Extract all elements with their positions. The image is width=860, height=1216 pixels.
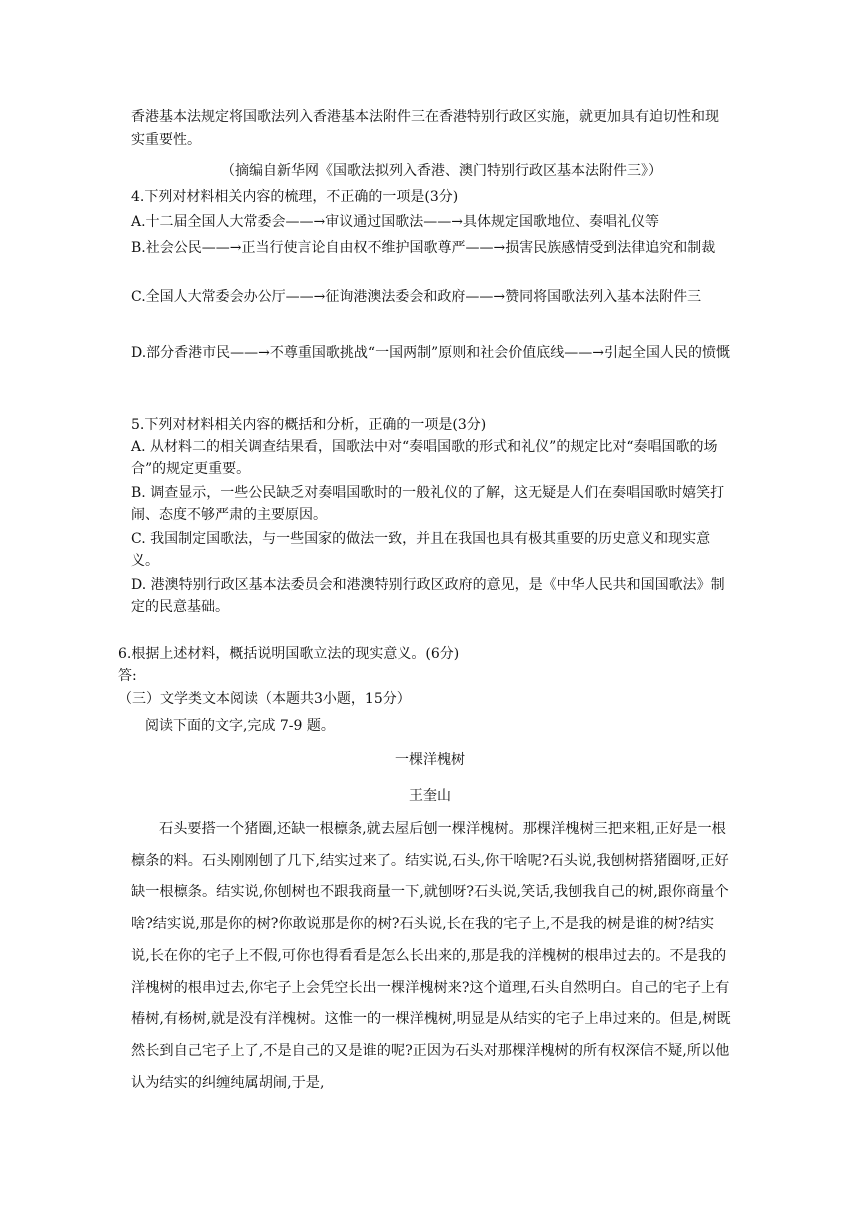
q5-option-c: C. 我国制定国歌法，与一些国家的做法一致，并且在我国也具有极其重要的历史意义和现实意义。 [131, 531, 711, 569]
q4-option-c: C.全国人大常委会办公厅——→征询港澳法委会和政府——→赞同将国歌法列入基本法附件三 [131, 289, 702, 305]
story-title: 一棵洋槐树 [395, 752, 465, 768]
q6-answer-label: 答: [118, 668, 137, 684]
section3-heading: （三）文学类文本阅读（本题共3小题，15分） [118, 691, 411, 707]
story-body: 石头要搭一个猪圈,还缺一根檩条,就去屋后刨一棵洋槐树。那棵洋槐树三把来粗,正好是一根檩条的料。石头刚刚刨了几下,结实过来了。结实说,石头,你干啥呢?石头说,我刨树搭猪圈呀,正好缺一根檩条。结实说,你刨树也不跟我商量一下,就刨呀?石头说,笑话,我刨我自己的树,跟你商量个啥?结实说,那是你的树?你敢说那是你的树?石头说,长在我的宅子上,不是我的树是谁的树?结实说,长在你的宅子上不假,可你也得看看是怎么长出来的,那是我的洋槐树的根串过去的。不是我的洋槐树的根串过去,你宅子上会凭空长出一棵洋槐树来?这个道理,石头自然明白。自己的宅子上有椿树,有杨树,就是没有洋槐树。这惟一的一棵洋槐树,明显是从结实的宅子上串过来的。但是,树既然长到自己宅子上了,不是自己的又是谁的呢?正因为石头对那棵洋槐树的所有权深信不疑,所以他认为结实的纠缠纯属胡闹,于是, [131, 821, 731, 1091]
story-author: 王奎山 [409, 788, 451, 804]
q5-stem: 5.下列对材料相关内容的概括和分析，正确的一项是(3分) [131, 417, 487, 433]
section3-instruction: 阅读下面的文字,完成 7-9 题。 [145, 718, 335, 734]
material-closing-paragraph: 香港基本法规定将国歌法列入香港基本法附件三在香港特别行政区实施，就更加具有迫切性和现实重要性。 [131, 109, 719, 148]
q4-option-b: B.社会公民——→正当行使言论自由权不维护国歌尊严——→损害民族感情受到法律追究和制裁 [131, 240, 716, 256]
q4-option-a: A.十二届全国人大常委会——→审议通过国歌法——→具体规定国歌地位、奏唱礼仪等 [131, 214, 660, 230]
material-source: （摘编自新华网《国歌法拟列入香港、澳门特别行政区基本法附件三》） [221, 163, 662, 179]
q4-stem: 4.下列对材料相关内容的梳理，不正确的一项是(3分) [131, 189, 459, 205]
q5-option-b: B. 调查显示，一些公民缺乏对奏唱国歌时的一般礼仪的了解，这无疑是人们在奏唱国歌时嬉笑打闹、态度不够严肃的主要原因。 [131, 485, 725, 523]
q6-stem: 6.根据上述材料，概括说明国歌立法的现实意义。(6分) [118, 646, 460, 662]
q5-option-a: A. 从材料二的相关调查结果看，国歌法中对“奏唱国歌的形式和礼仪”的规定比对“奏唱国歌的场合”的规定更重要。 [131, 439, 718, 477]
q5-option-d: D. 港澳特别行政区基本法委员会和港澳特别行政区政府的意见，是《中华人民共和国国歌法》制定的民意基础。 [131, 577, 725, 615]
q4-option-d: D.部分香港市民——→不尊重国歌挑战“一国两制”原则和社会价值底线——→引起全国人民的愤慨 [131, 345, 730, 361]
